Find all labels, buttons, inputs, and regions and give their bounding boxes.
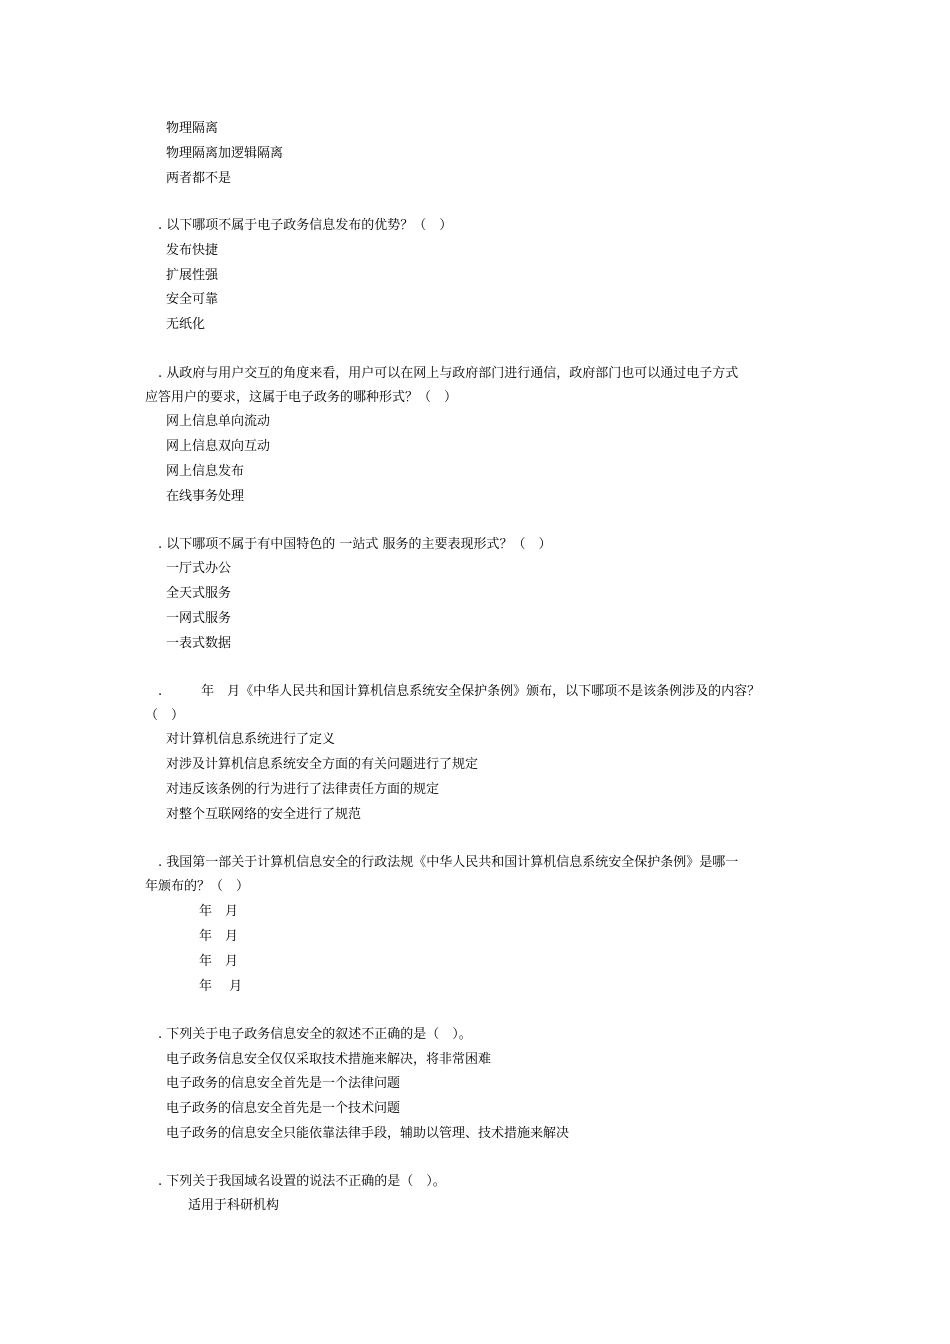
option-text: 电子政务的信息安全首先是一个技术问题 [166, 1101, 401, 1116]
option-text: 一厅式办公 [166, 561, 232, 576]
question-text: . 下列关于我国域名设置的说法不正确的是（ ）。 [158, 1174, 446, 1189]
option-text: 无纸化 [166, 317, 206, 332]
option-text: 年 月 [199, 979, 243, 994]
question-text: . 年 月《中华人民共和国计算机信息系统安全保护条例》颁布，以下哪项不是该条例涉及的内容？ [158, 684, 761, 699]
question-text-continued: （ ） [145, 708, 185, 723]
option-text: 电子政务信息安全仅仅采取技术措施来解决，将非常困难 [166, 1052, 492, 1067]
option-text: 对涉及计算机信息系统安全方面的有关问题进行了规定 [166, 757, 479, 772]
option-text: 全天式服务 [166, 586, 232, 601]
option-text: 物理隔离 [166, 121, 219, 136]
option-text: 适用于科研机构 [188, 1198, 280, 1213]
option-text: 一表式数据 [166, 636, 232, 651]
question-text: . 下列关于电子政务信息安全的叙述不正确的是（ ）。 [158, 1027, 472, 1042]
option-text: 网上信息发布 [166, 464, 245, 479]
option-text: 对整个互联网络的安全进行了规范 [166, 807, 362, 822]
option-text: 安全可靠 [166, 292, 219, 307]
option-text: 年 月 [199, 904, 239, 919]
question-text: . 以下哪项不属于电子政务信息发布的优势？（ ） [158, 218, 453, 233]
option-text: 在线事务处理 [166, 489, 245, 504]
question-text: . 从政府与用户交互的角度来看，用户可以在网上与政府部门进行通信，政府部门也可以通过电子方式 [158, 366, 739, 381]
question-text: . 以下哪项不属于有中国特色的 一站式 服务的主要表现形式？（ ） [158, 537, 552, 552]
option-text: 发布快捷 [166, 243, 219, 258]
option-text: 扩展性强 [166, 268, 219, 283]
question-text: . 我国第一部关于计算机信息安全的行政法规《中华人民共和国计算机信息系统安全保护条例》是哪一 [158, 855, 739, 870]
option-text: 电子政务的信息安全首先是一个法律问题 [166, 1076, 401, 1091]
option-text: 对违反该条例的行为进行了法律责任方面的规定 [166, 782, 440, 797]
option-text: 年 月 [199, 954, 239, 969]
option-text: 两者都不是 [166, 171, 232, 186]
question-text-continued: 年颁布的？（ ） [145, 879, 250, 894]
option-text: 网上信息双向互动 [166, 439, 271, 454]
option-text: 电子政务的信息安全只能依靠法律手段，辅助以管理、技术措施来解决 [166, 1126, 570, 1141]
option-text: 年 月 [199, 929, 239, 944]
option-text: 一网式服务 [166, 611, 232, 626]
option-text: 物理隔离加逻辑隔离 [166, 146, 284, 161]
option-text: 对计算机信息系统进行了定义 [166, 732, 336, 747]
question-text-continued: 应答用户的要求，这属于电子政务的哪种形式？（ ） [145, 390, 458, 405]
option-text: 网上信息单向流动 [166, 414, 271, 429]
